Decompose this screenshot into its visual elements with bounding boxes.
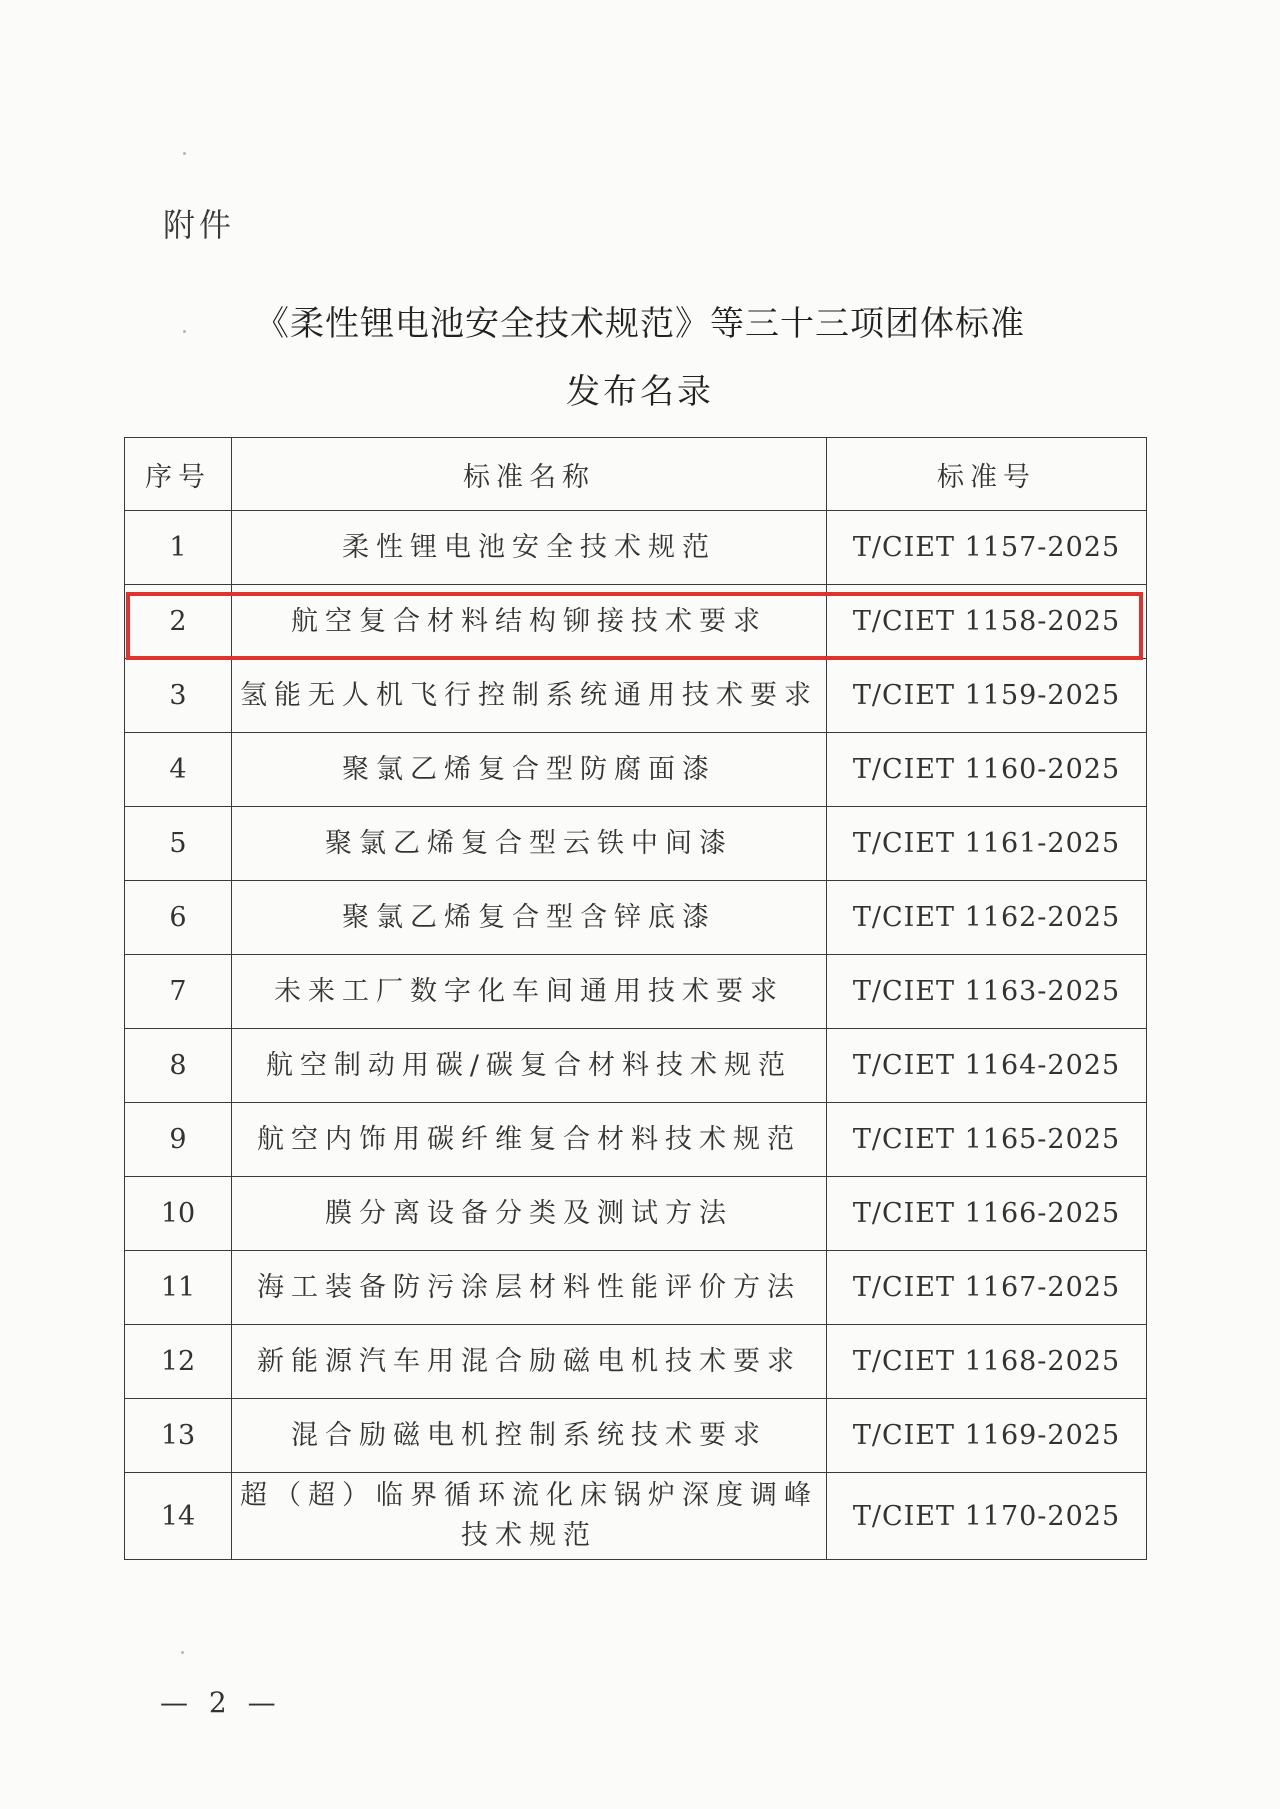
table-row — [125, 1399, 1147, 1473]
row-seq: 12 — [125, 1325, 232, 1399]
row-standard-name: 氢能无人机飞行控制系统通用技术要求 — [232, 659, 827, 733]
row-standard-code: T/CIET 1164-2025 — [827, 1029, 1147, 1103]
header-seq: 序号 — [125, 438, 232, 511]
row-standard-name: 膜分离设备分类及测试方法 — [232, 1177, 827, 1251]
row-standard-code: T/CIET 1160-2025 — [827, 733, 1147, 807]
table-row — [125, 807, 1147, 881]
table-row — [125, 1029, 1147, 1103]
table-row — [125, 659, 1147, 733]
page-number: — 2 — — [160, 1686, 282, 1719]
table-header-row — [125, 438, 1147, 511]
standards-table — [124, 437, 1147, 1560]
table-row — [125, 1473, 1147, 1560]
table-row — [125, 881, 1147, 955]
row-standard-code: T/CIET 1168-2025 — [827, 1325, 1147, 1399]
row-standard-name: 混合励磁电机控制系统技术要求 — [232, 1399, 827, 1473]
scan-speck — [181, 1651, 184, 1654]
row-standard-code: T/CIET 1162-2025 — [827, 881, 1147, 955]
row-standard-code: T/CIET 1170-2025 — [827, 1473, 1147, 1560]
row-standard-code: T/CIET 1163-2025 — [827, 955, 1147, 1029]
row-seq: 8 — [125, 1029, 232, 1103]
table-row — [125, 1177, 1147, 1251]
table-row — [125, 1325, 1147, 1399]
row-standard-name: 航空内饰用碳纤维复合材料技术规范 — [232, 1103, 827, 1177]
row-seq: 11 — [125, 1251, 232, 1325]
attachment-label: 附件 — [163, 206, 236, 244]
row-seq: 10 — [125, 1177, 232, 1251]
document-title: 《柔性锂电池安全技术规范》等三十三项团体标准 — [255, 304, 1025, 344]
row-standard-name — [232, 1473, 827, 1560]
row-standard-name: 新能源汽车用混合励磁电机技术要求 — [232, 1325, 827, 1399]
row-standard-name: 海工装备防污涂层材料性能评价方法 — [232, 1251, 827, 1325]
row-seq: 2 — [125, 585, 232, 659]
table-row — [125, 1251, 1147, 1325]
table-row — [125, 1103, 1147, 1177]
row-standard-name: 航空制动用碳/碳复合材料技术规范 — [232, 1029, 827, 1103]
row-seq: 14 — [125, 1473, 232, 1560]
row-standard-name: 柔性锂电池安全技术规范 — [232, 511, 827, 585]
row-seq: 6 — [125, 881, 232, 955]
row-standard-code: T/CIET 1158-2025 — [827, 585, 1147, 659]
row-standard-code: T/CIET 1166-2025 — [827, 1177, 1147, 1251]
document-subtitle: 发布名录 — [566, 372, 714, 412]
row-seq: 9 — [125, 1103, 232, 1177]
row-seq: 1 — [125, 511, 232, 585]
header-code: 标准号 — [827, 438, 1147, 511]
table-row — [125, 511, 1147, 585]
row-seq: 5 — [125, 807, 232, 881]
row-standard-code: T/CIET 1159-2025 — [827, 659, 1147, 733]
table-row — [125, 733, 1147, 807]
row-seq: 3 — [125, 659, 232, 733]
row-standard-name-line2: 技术规范 — [461, 1520, 597, 1551]
table-row-highlighted — [125, 585, 1147, 659]
table-row — [125, 955, 1147, 1029]
row-seq: 4 — [125, 733, 232, 807]
row-standard-name: 聚氯乙烯复合型防腐面漆 — [232, 733, 827, 807]
row-seq: 7 — [125, 955, 232, 1029]
row-seq: 13 — [125, 1399, 232, 1473]
row-standard-code: T/CIET 1157-2025 — [827, 511, 1147, 585]
row-standard-code: T/CIET 1167-2025 — [827, 1251, 1147, 1325]
row-standard-code: T/CIET 1165-2025 — [827, 1103, 1147, 1177]
row-standard-code: T/CIET 1161-2025 — [827, 807, 1147, 881]
row-standard-name: 聚氯乙烯复合型云铁中间漆 — [232, 807, 827, 881]
row-standard-name: 航空复合材料结构铆接技术要求 — [232, 585, 827, 659]
row-standard-name: 未来工厂数字化车间通用技术要求 — [232, 955, 827, 1029]
row-standard-name-line1: 超（超）临界循环流化床锅炉深度调峰 — [240, 1480, 818, 1511]
scan-speck — [183, 152, 186, 155]
row-standard-code: T/CIET 1169-2025 — [827, 1399, 1147, 1473]
header-name: 标准名称 — [232, 438, 827, 511]
row-standard-name: 聚氯乙烯复合型含锌底漆 — [232, 881, 827, 955]
